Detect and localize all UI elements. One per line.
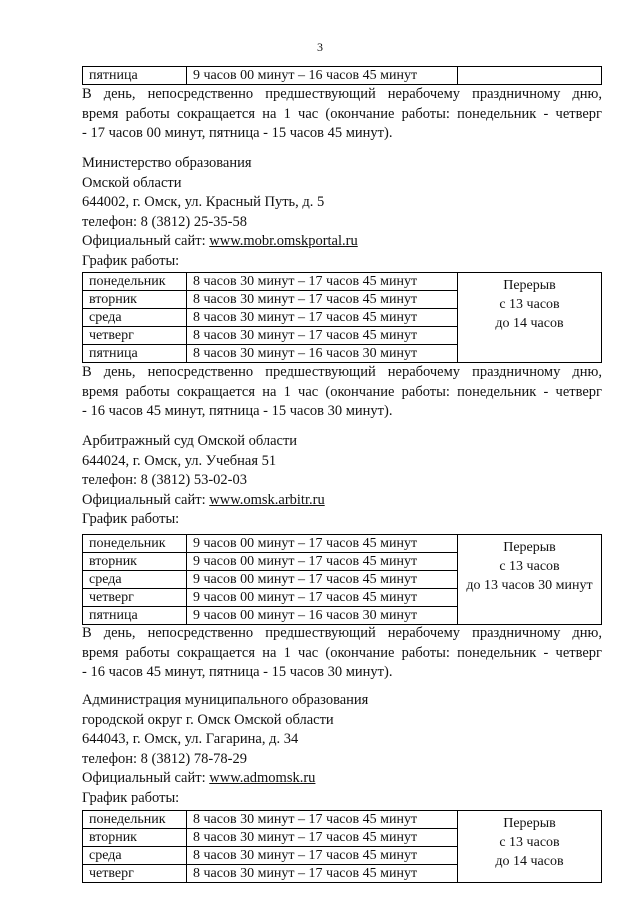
- break-cell: [458, 67, 602, 85]
- org-block-administration: [82, 691, 602, 808]
- time-cell: 8 часов 30 минут – 17 часов 45 минут: [187, 309, 458, 327]
- time-cell: 8 часов 30 минут – 17 часов 45 минут: [187, 327, 458, 345]
- table-row: [83, 535, 602, 553]
- table-row: [83, 273, 602, 291]
- schedule-table-court: [82, 534, 602, 625]
- day-cell: пятница: [83, 607, 187, 625]
- table-row: [83, 811, 602, 829]
- holiday-note: В день, непосредственно предшествующий нерабочему праздничному дню, время работы сокращается на 1 час (окончание работы: понедельник - четверг - 17 часов 00 минут, пятница - 15 часов 45 минут).: [82, 86, 602, 141]
- time-cell: 9 часов 00 минут – 16 часов 45 минут: [187, 67, 458, 85]
- day-cell: понедельник: [83, 811, 187, 829]
- org-site: Официальный сайт: www.admomsk.ru: [82, 770, 316, 786]
- time-cell: 8 часов 30 минут – 17 часов 45 минут: [187, 847, 458, 865]
- site-link[interactable]: www.omsk.arbitr.ru: [209, 491, 325, 508]
- time-cell: 8 часов 30 минут – 16 часов 30 минут: [187, 345, 458, 363]
- org-phone: телефон: 8 (3812) 78-78-29: [82, 750, 247, 767]
- day-cell: вторник: [83, 553, 187, 571]
- day-cell: среда: [83, 847, 187, 865]
- time-cell: 9 часов 00 минут – 17 часов 45 минут: [187, 553, 458, 571]
- break-cell: Перерыв с 13 часов до 14 часов: [458, 811, 602, 883]
- day-cell: четверг: [83, 865, 187, 883]
- day-cell: четверг: [83, 327, 187, 345]
- time-cell: 9 часов 00 минут – 17 часов 45 минут: [187, 589, 458, 607]
- table-row: [83, 67, 602, 85]
- day-cell: среда: [83, 309, 187, 327]
- time-cell: 9 часов 00 минут – 16 часов 30 минут: [187, 607, 458, 625]
- holiday-note: В день, непосредственно предшествующий нерабочему праздничному дню, время работы сокращается на 1 час (окончание работы: понедельник - четверг - 16 часов 45 минут, пятница - 15 часов 30 минут).: [82, 625, 602, 680]
- org-address: 644002, г. Омск, ул. Красный Путь, д. 5: [82, 194, 325, 210]
- time-cell: 8 часов 30 минут – 17 часов 45 минут: [187, 811, 458, 829]
- schedule-table-administration: [82, 810, 602, 883]
- schedule-label: График работы:: [82, 252, 180, 269]
- page-number: 3: [317, 40, 323, 54]
- site-link[interactable]: www.admomsk.ru: [209, 770, 316, 786]
- org-name: городской округ г. Омск Омской области: [82, 711, 334, 728]
- org-name: Администрация муниципального образования: [82, 692, 369, 708]
- day-cell: вторник: [83, 829, 187, 847]
- schedule-table-continuation: [82, 66, 602, 85]
- schedule-label: График работы:: [82, 511, 180, 527]
- org-address: 644043, г. Омск, ул. Гагарина, д. 34: [82, 731, 299, 747]
- org-name: Арбитражный суд Омской области: [82, 433, 298, 449]
- org-block-court: [82, 432, 602, 530]
- day-cell: вторник: [83, 291, 187, 309]
- day-cell: среда: [83, 571, 187, 589]
- org-block-ministry: [82, 154, 602, 271]
- schedule-table-ministry: [82, 272, 602, 363]
- org-site: Официальный сайт: www.mobr.omskportal.ru: [82, 233, 358, 249]
- day-cell: понедельник: [83, 535, 187, 553]
- time-cell: 8 часов 30 минут – 17 часов 45 минут: [187, 829, 458, 847]
- day-cell: понедельник: [83, 273, 187, 291]
- holiday-note: В день, непосредственно предшествующий нерабочему праздничному дню, время работы сокращается на 1 час (окончание работы: понедельник - четверг - 16 часов 45 минут, пятница - 15 часов 30 минут).: [82, 364, 602, 419]
- day-cell: четверг: [83, 589, 187, 607]
- time-cell: 8 часов 30 минут – 17 часов 45 минут: [187, 273, 458, 291]
- org-name: Министерство образования: [82, 155, 252, 171]
- time-cell: 8 часов 30 минут – 17 часов 45 минут: [187, 865, 458, 883]
- time-cell: 8 часов 30 минут – 17 часов 45 минут: [187, 291, 458, 309]
- org-phone: телефон: 8 (3812) 53-02-03: [82, 472, 247, 488]
- day-cell: пятница: [83, 67, 187, 85]
- day-cell: пятница: [83, 345, 187, 363]
- site-link[interactable]: www.mobr.omskportal.ru: [209, 233, 358, 249]
- org-name: Омской области: [82, 174, 182, 191]
- time-cell: 9 часов 00 минут – 17 часов 45 минут: [187, 571, 458, 589]
- org-address: 644024, г. Омск, ул. Учебная 51: [82, 452, 277, 469]
- time-cell: 9 часов 00 минут – 17 часов 45 минут: [187, 535, 458, 553]
- org-phone: телефон: 8 (3812) 25-35-58: [82, 213, 247, 230]
- break-cell: Перерыв с 13 часов до 14 часов: [458, 273, 602, 363]
- schedule-label: График работы:: [82, 789, 180, 806]
- break-cell: Перерыв с 13 часов до 13 часов 30 минут: [458, 535, 602, 625]
- org-site: Официальный сайт: www.omsk.arbitr.ru: [82, 491, 325, 508]
